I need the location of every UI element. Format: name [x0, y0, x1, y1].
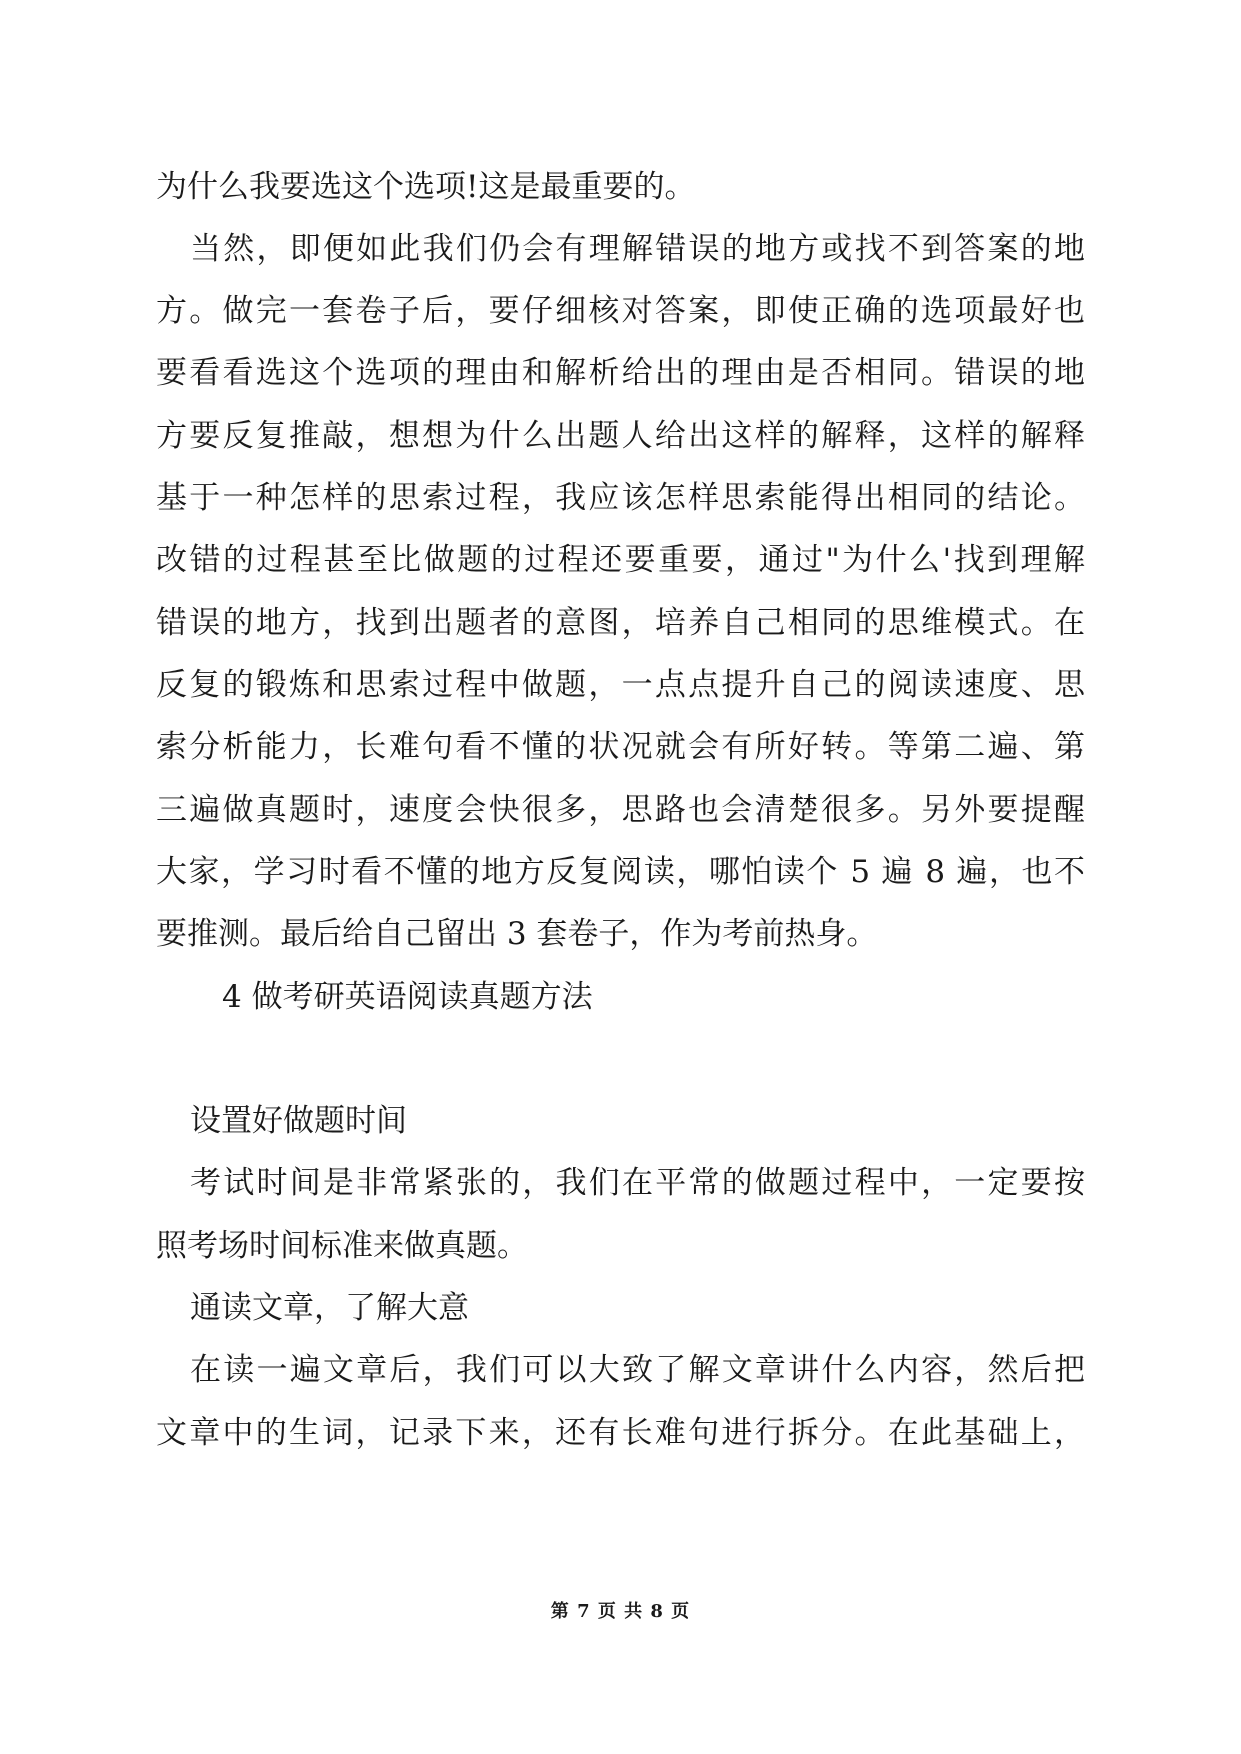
body-line: 照考场时间标准来做真题。 — [156, 1228, 528, 1264]
body-line: 三遍做真题时，速度会快很多，思路也会清楚很多。另外要提醒 — [156, 792, 1085, 828]
subheading: 通读文章，了解大意 — [190, 1290, 469, 1326]
body-line: 在读一遍文章后，我们可以大致了解文章讲什么内容，然后把 — [190, 1352, 1085, 1388]
body-line: 反复的锻炼和思索过程中做题，一点点提升自己的阅读速度、思 — [156, 667, 1085, 703]
body-line: 基于一种怎样的思索过程，我应该怎样思索能得出相同的结论。 — [156, 480, 1085, 516]
body-line: 大家，学习时看不懂的地方反复阅读，哪怕读个 5 遍 8 遍，也不 — [156, 854, 1085, 890]
body-line: 索分析能力，长难句看不懂的状况就会有所好转。等第二遍、第 — [156, 729, 1085, 765]
page-number: 第 7 页 共 8 页 — [550, 1601, 691, 1622]
section-heading: 4 做考研英语阅读真题方法 — [222, 979, 593, 1015]
body-line: 要推测。最后给自己留出 3 套卷子，作为考前热身。 — [156, 916, 878, 952]
body-line: 错误的地方，找到出题者的意图，培养自己相同的思维模式。在 — [156, 605, 1085, 641]
body-line: 考试时间是非常紧张的，我们在平常的做题过程中，一定要按 — [190, 1165, 1085, 1201]
body-line: 改错的过程甚至比做题的过程还要重要，通过"为什么'找到理解 — [156, 542, 1085, 578]
body-line: 方要反复推敲，想想为什么出题人给出这样的解释，这样的解释 — [156, 418, 1085, 454]
body-line: 当然，即便如此我们仍会有理解错误的地方或找不到答案的地 — [190, 231, 1085, 267]
body-line: 要看看选这个选项的理由和解析给出的理由是否相同。错误的地 — [156, 355, 1085, 391]
body-line: 文章中的生词，记录下来，还有长难句进行拆分。在此基础上， — [156, 1415, 1085, 1451]
body-line: 为什么我要选这个选项!这是最重要的。 — [156, 169, 696, 205]
body-line: 方。做完一套卷子后，要仔细核对答案，即使正确的选项最好也 — [156, 293, 1085, 329]
subheading: 设置好做题时间 — [190, 1103, 407, 1139]
